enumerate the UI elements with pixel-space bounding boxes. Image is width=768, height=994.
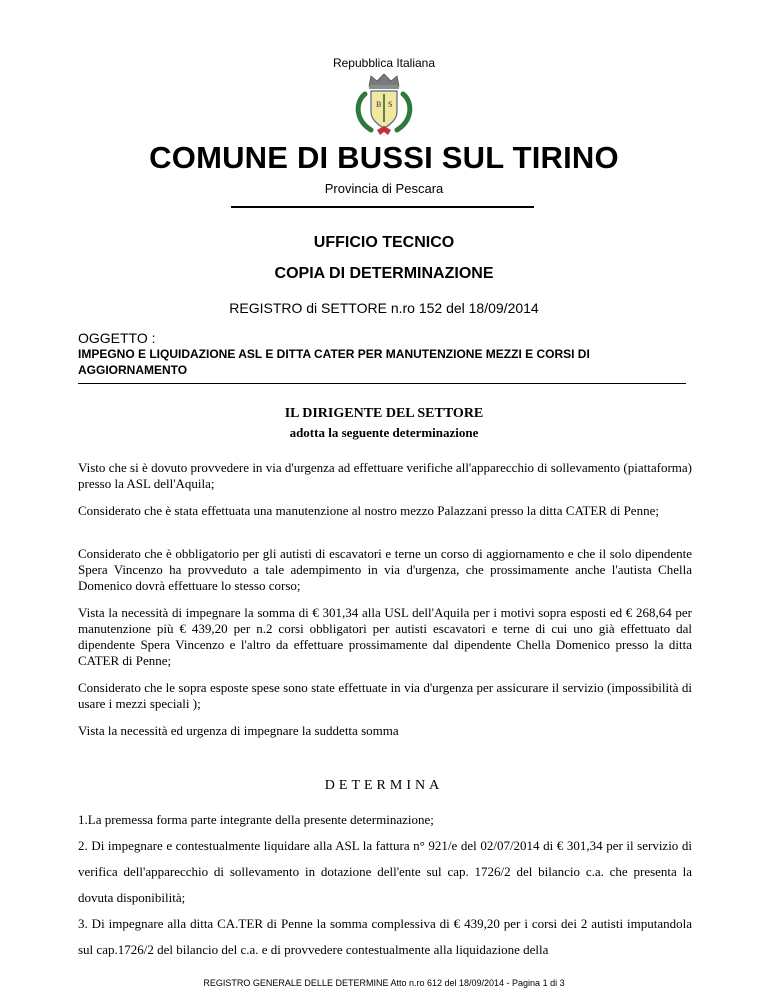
premessa-paragraph: Considerato che è stata effettuata una manutenzione al nostro mezzo Palazzani presso la ditta CATER di Penne; bbox=[78, 503, 659, 518]
office-name: UFFICIO TECNICO bbox=[313, 234, 455, 251]
determina-point: 1.La premessa forma parte integrante della presente determinazione; bbox=[78, 812, 434, 827]
crown-icon bbox=[369, 74, 399, 86]
determina-point: 2. Di impegnare e contestualmente liquidare alla ASL la fattura n° 921/e del 02/07/2014 di € 301,34 per il servizio di verifica dell'apparecchio di sollevamento in dotazione dell'ente sul cap. 1726/2 del bilancio c.a. che presenta la dovuta disponibilità; bbox=[78, 838, 692, 905]
header-divider bbox=[231, 206, 534, 208]
page-footer: REGISTRO GENERALE DELLE DETERMINE Atto n.ro 612 del 18/09/2014 - Pagina 1 di 3 bbox=[203, 978, 565, 988]
republic-label: Repubblica Italiana bbox=[332, 56, 436, 70]
subject-text: IMPEGNO E LIQUIDAZIONE ASL E DITTA CATER PER MANUTENZIONE MEZZI E CORSI DI AGGIORNAMENTO bbox=[78, 347, 590, 377]
premessa-paragraph: Considerato che le sopra esposte spese sono state effettuate in via d'urgenza per assicurare il servizio (impossibilità di usare i mezzi speciali ); bbox=[78, 680, 692, 711]
document-type: COPIA DI DETERMINAZIONE bbox=[274, 265, 494, 282]
ribbon-icon bbox=[377, 126, 391, 135]
wreath-left-icon bbox=[358, 94, 371, 130]
premessa-paragraph: Visto che si è dovuto provvedere in via d'urgenza ad effettuare verifiche all'apparecchio di sollevamento (piattaforma) presso la ASL dell'Aquila; bbox=[78, 460, 692, 491]
register-reference: REGISTRO di SETTORE n.ro 152 del 18/09/2014 bbox=[229, 300, 539, 316]
dirigente-heading: IL DIRIGENTE DEL SETTORE bbox=[284, 406, 484, 421]
premessa-paragraph: Vista la necessità ed urgenza di impegnare la suddetta somma bbox=[78, 723, 399, 738]
premessa-paragraph: Vista la necessità di impegnare la somma di € 301,34 alla USL dell'Aquila per i motivi sopra esposti ed € 268,64 per manutenzione più € 439,20 per n.2 corsi obbligatori per autisti escavatori e terne di cui uno già effettuato dal dipendente Spera Vincenzo e l'altro da effettuare prossimamente dal dipendente Chella Domenico presso la ditta CATER di Penne; bbox=[78, 605, 692, 668]
subject-label: OGGETTO : bbox=[78, 330, 156, 346]
determina-heading: DETERMINA bbox=[324, 778, 444, 793]
municipal-crest bbox=[341, 72, 427, 142]
comune-title: COMUNE DI BUSSI SUL TIRINO bbox=[149, 140, 619, 175]
crest-letter-s: S bbox=[388, 100, 393, 109]
crest-letter-b: B bbox=[376, 100, 382, 109]
subject-divider bbox=[78, 383, 686, 384]
premessa-paragraph: Considerato che è obbligatorio per gli autisti di escavatori e terne un corso di aggiornamento e che il solo dipendente Spera Vincenzo ha provveduto a tale adempimento in via d'urgenza, che prossimamente anche l'autista Chella Domenico dovrà effettuare lo stesso corso; bbox=[78, 546, 692, 593]
determina-point: 3. Di impegnare alla ditta CA.TER di Penne la somma complessiva di € 439,20 per i corsi dei 2 autisti imputandola sul cap.1726/2 del bilancio del c.a. e di provvedere contestualmente alla liquidazione della bbox=[78, 916, 692, 957]
provincia-label: Provincia di Pescara bbox=[324, 181, 444, 196]
dirigente-subheading: adotta la seguente determinazione bbox=[289, 425, 479, 440]
